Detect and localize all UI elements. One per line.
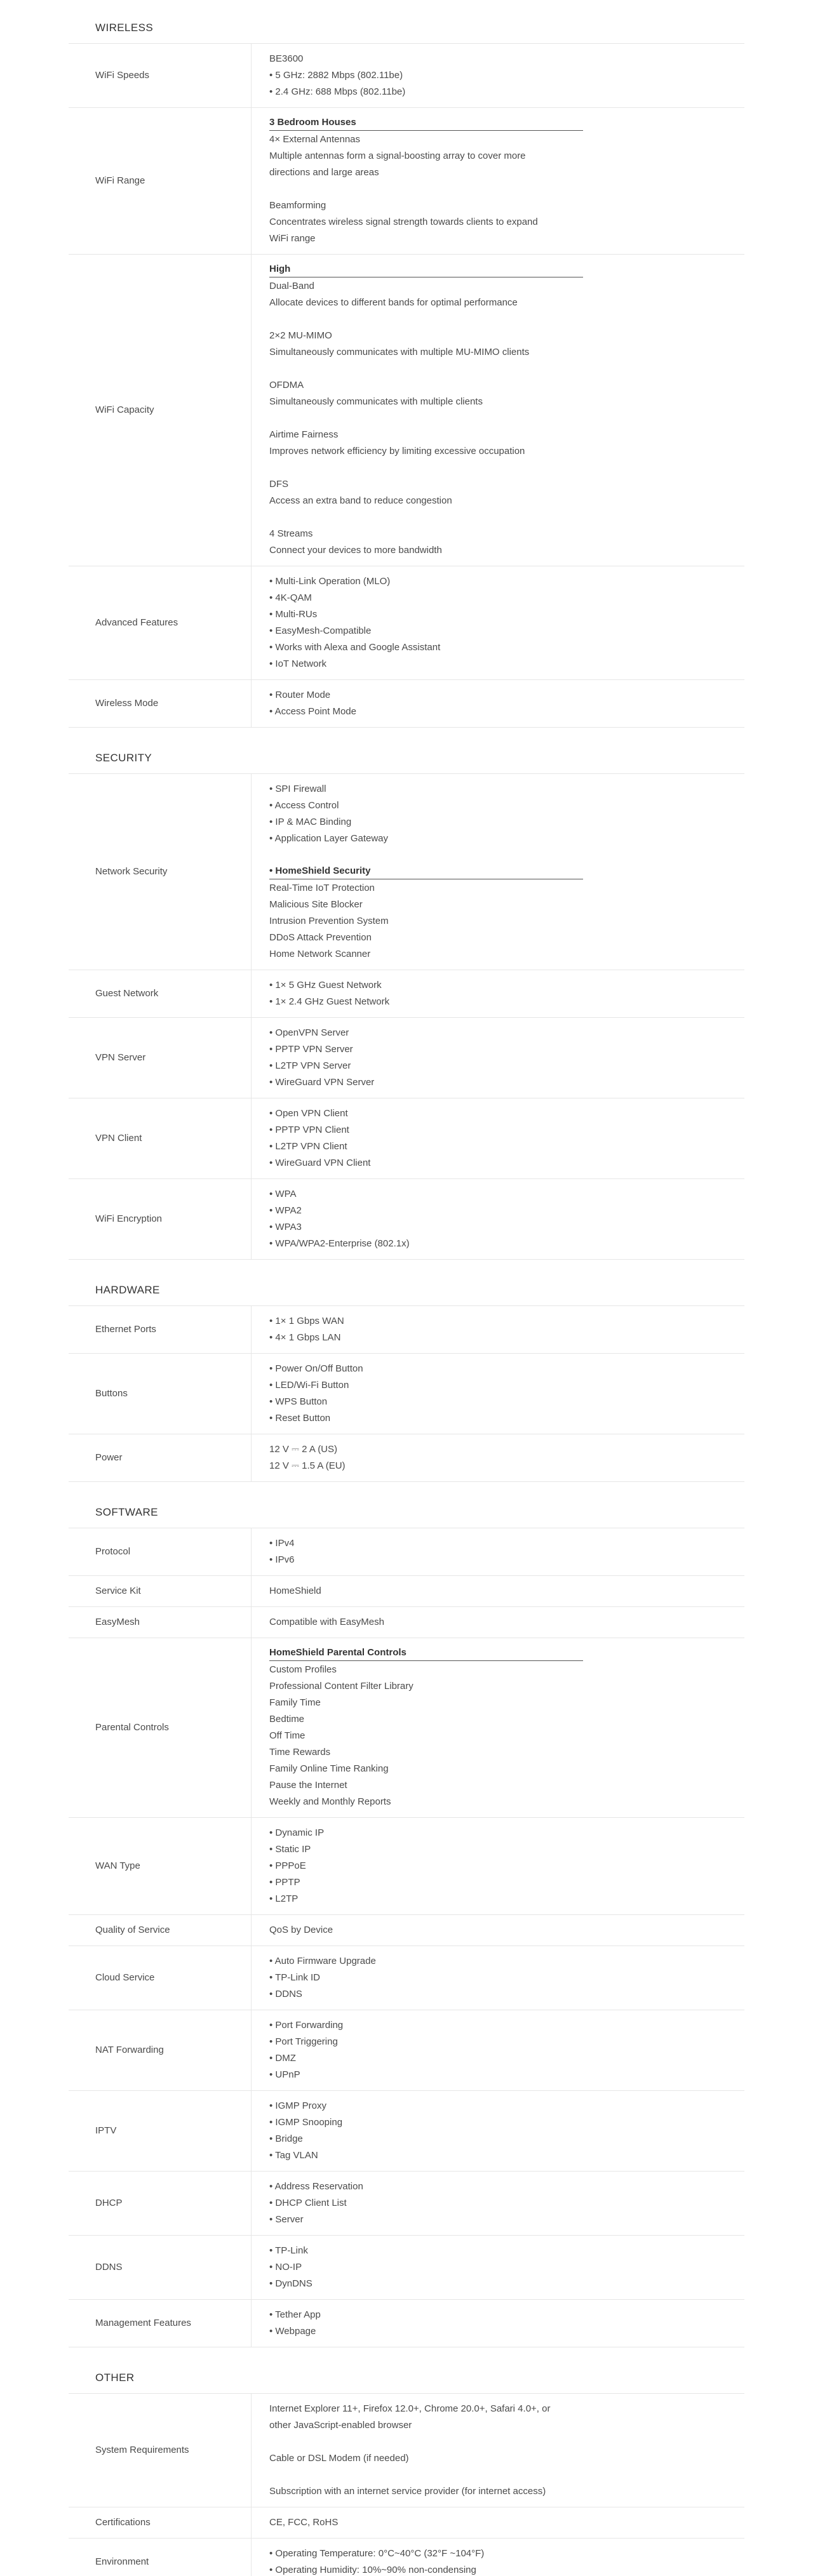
spec-row-vpn-server [69, 1018, 744, 1098]
spec-row-management-features [69, 2300, 744, 2347]
spec-row-wan-type [69, 1818, 744, 1915]
spec-value-line: Compatible with EasyMesh [269, 1617, 384, 1627]
spec-value-line: • Application Layer Gateway [269, 833, 389, 844]
spec-value-line: Custom Profiles [269, 1664, 337, 1675]
spec-value-line: Bedtime [269, 1714, 305, 1725]
spec-label: Ethernet Ports [69, 1306, 252, 1353]
spec-value-line: • WireGuard VPN Server [269, 1077, 375, 1088]
spacer [269, 2467, 744, 2483]
spec-value-line: • 1× 2.4 GHz Guest Network [269, 996, 390, 1007]
spec-value-line: other JavaScript-enabled browser [269, 2420, 412, 2431]
spec-value-line: • LED/Wi-Fi Button [269, 1380, 349, 1391]
section-security [69, 744, 744, 1260]
spec-value-line: • 5 GHz: 2882 Mbps (802.11be) [269, 70, 403, 81]
section-hardware [69, 1276, 744, 1482]
spec-value-line: directions and large areas [269, 167, 379, 178]
spec-row-advanced-features [69, 566, 744, 680]
spec-value-line: • WPA2 [269, 1205, 302, 1216]
spec-label: Management Features [69, 2300, 252, 2347]
spec-value-line: • 2.4 GHz: 688 Mbps (802.11be) [269, 86, 406, 97]
spec-value-line: • DynDNS [269, 2278, 312, 2289]
spec-value-line: Malicious Site Blocker [269, 899, 363, 910]
spec-value-line: 4× External Antennas [269, 134, 361, 145]
spec-row-wifi-encryption [69, 1179, 744, 1260]
spec-label: Cloud Service [69, 1946, 252, 2010]
section-other [69, 2364, 744, 2576]
spec-row-guest-network [69, 970, 744, 1018]
spec-value [252, 1528, 744, 1575]
spec-value [252, 2300, 744, 2347]
spacer [269, 361, 744, 377]
spec-value-line: • Webpage [269, 2326, 316, 2337]
spec-value-line: Improves network efficiency by limiting excessive occupation [269, 446, 525, 457]
spec-value-line: 12 V ⎓ 2 A (US) [269, 1444, 338, 1455]
spec-value-line: Time Rewards [269, 1747, 331, 1758]
spec-label: Parental Controls [69, 1638, 252, 1817]
spec-value-line: • EasyMesh-Compatible [269, 625, 372, 636]
spec-row-network-security [69, 774, 744, 970]
spec-value-heading: • HomeShield Security [269, 864, 583, 879]
spacer [269, 847, 744, 864]
spec-value-line: Real-Time IoT Protection [269, 883, 375, 893]
spec-value-line: • Dynamic IP [269, 1827, 325, 1838]
spec-value-line: • TP-Link ID [269, 1972, 320, 1983]
spec-row-quality-of-service [69, 1915, 744, 1946]
spec-value [252, 1638, 744, 1817]
spec-row-cloud-service [69, 1946, 744, 2010]
spec-value-line: • UPnP [269, 2069, 300, 2080]
spec-value-line: • WPA [269, 1189, 297, 1199]
spec-value-line: Internet Explorer 11+, Firefox 12.0+, Chrome 20.0+, Safari 4.0+, or [269, 2403, 551, 2414]
spec-label: VPN Client [69, 1098, 252, 1178]
spec-label: VPN Server [69, 1018, 252, 1098]
spec-label: DHCP [69, 2172, 252, 2235]
spec-label: WiFi Speeds [69, 44, 252, 107]
spec-value-line: • L2TP [269, 1893, 299, 1904]
spec-value-line: • Port Forwarding [269, 2020, 344, 2031]
spec-value-line: • TP-Link [269, 2245, 308, 2256]
spec-row-certifications [69, 2507, 744, 2539]
spec-value-line: • Open VPN Client [269, 1108, 348, 1119]
spec-label: Quality of Service [69, 1915, 252, 1945]
spec-value-line: • Operating Humidity: 10%~90% non-condensing [269, 2565, 476, 2575]
spec-value-line: • WireGuard VPN Client [269, 1158, 371, 1168]
spec-row-vpn-client [69, 1098, 744, 1179]
spec-value-line: Off Time [269, 1730, 306, 1741]
section-software [69, 1498, 744, 2347]
spec-value-line: • SPI Firewall [269, 784, 326, 794]
spec-value [252, 108, 744, 254]
spec-value-line: DFS [269, 479, 288, 490]
spec-value-line: • Works with Alexa and Google Assistant [269, 642, 441, 653]
spec-value [252, 44, 744, 107]
spec-row-protocol [69, 1528, 744, 1576]
spec-value-line: • PPTP VPN Client [269, 1124, 349, 1135]
spec-value-line: • IoT Network [269, 658, 326, 669]
section-title: WIRELESS [69, 14, 744, 44]
spec-value-line: • PPTP VPN Server [269, 1044, 353, 1055]
spec-value-heading: HomeShield Parental Controls [269, 1645, 583, 1661]
spec-value-line: • Port Triggering [269, 2036, 338, 2047]
section-wireless [69, 14, 744, 728]
spec-value-line: • Power On/Off Button [269, 1363, 363, 1374]
spec-row-easymesh [69, 1607, 744, 1638]
spec-value-line: • 1× 5 GHz Guest Network [269, 980, 382, 991]
spec-row-nat-forwarding [69, 2010, 744, 2091]
spec-label: Advanced Features [69, 566, 252, 679]
spec-value [252, 1306, 744, 1353]
spec-value [252, 2539, 744, 2576]
spec-row-power [69, 1434, 744, 1482]
spec-value [252, 774, 744, 970]
spec-value [252, 2507, 744, 2538]
spec-label: System Requirements [69, 2394, 252, 2507]
spec-value-line: Dual-Band [269, 281, 314, 291]
spec-value [252, 1607, 744, 1638]
spec-value [252, 1354, 744, 1434]
spec-value-line: • WPS Button [269, 1396, 328, 1407]
spec-label: Certifications [69, 2507, 252, 2538]
spec-row-parental-controls [69, 1638, 744, 1818]
spec-value [252, 2394, 744, 2507]
spec-row-wireless-mode [69, 680, 744, 728]
spec-value-line: • PPTP [269, 1877, 300, 1888]
spec-label: Guest Network [69, 970, 252, 1017]
spec-value-line: Concentrates wireless signal strength towards clients to expand [269, 217, 538, 227]
spec-value [252, 2010, 744, 2090]
spacer [269, 410, 744, 427]
spec-value-line: • DHCP Client List [269, 2198, 347, 2208]
spec-value-line: DDoS Attack Prevention [269, 932, 372, 943]
section-title: SOFTWARE [69, 1498, 744, 1528]
spec-value-line: • Static IP [269, 1844, 311, 1855]
spec-value-line: Pause the Internet [269, 1780, 347, 1791]
section-title: OTHER [69, 2364, 744, 2394]
spec-row-environment [69, 2539, 744, 2576]
spec-value [252, 680, 744, 727]
spec-value-line: • IGMP Proxy [269, 2100, 326, 2111]
spec-value [252, 2172, 744, 2235]
spec-value-line: • DDNS [269, 1989, 302, 1999]
spec-value-line: Intrusion Prevention System [269, 916, 389, 926]
spec-label: Wireless Mode [69, 680, 252, 727]
spec-value-line: • OpenVPN Server [269, 1027, 349, 1038]
spec-label: Protocol [69, 1528, 252, 1575]
spec-row-iptv [69, 2091, 744, 2172]
spec-value-line: Connect your devices to more bandwidth [269, 545, 442, 556]
spec-value-line: • 1× 1 Gbps WAN [269, 1316, 344, 1326]
spec-value-line: Multiple antennas form a signal-boosting array to cover more [269, 150, 526, 161]
spec-value-line: • Tether App [269, 2309, 321, 2320]
spec-value [252, 566, 744, 679]
spec-value-line: • Server [269, 2214, 304, 2225]
spec-label: NAT Forwarding [69, 2010, 252, 2090]
spec-value [252, 1434, 744, 1481]
spec-value-line: CE, FCC, RoHS [269, 2517, 339, 2528]
spec-value-line: Weekly and Monthly Reports [269, 1796, 391, 1807]
spec-value-line: 2×2 MU-MIMO [269, 330, 332, 341]
spec-value-line: • WPA/WPA2-Enterprise (802.1x) [269, 1238, 410, 1249]
spec-value-line: Allocate devices to different bands for optimal performance [269, 297, 518, 308]
spec-value-line: • L2TP VPN Server [269, 1060, 351, 1071]
spec-value [252, 1946, 744, 2010]
spec-value-line: • IPv4 [269, 1538, 295, 1549]
spec-row-service-kit [69, 1576, 744, 1607]
spec-value-line: • Operating Temperature: 0°C~40°C (32°F ~104°F) [269, 2548, 485, 2559]
spec-label: IPTV [69, 2091, 252, 2171]
spec-row-dhcp [69, 2172, 744, 2236]
spec-value-line: HomeShield [269, 1585, 321, 1596]
spec-label: Buttons [69, 1354, 252, 1434]
spec-value-heading: High [269, 262, 583, 277]
spec-value-line: • Access Point Mode [269, 706, 356, 717]
spec-value-line: • 4K-QAM [269, 592, 312, 603]
spec-row-wifi-capacity [69, 255, 744, 566]
spec-value [252, 255, 744, 566]
section-title: SECURITY [69, 744, 744, 774]
spec-value-line: • Multi-RUs [269, 609, 318, 620]
section-title: HARDWARE [69, 1276, 744, 1306]
spec-value-line: • L2TP VPN Client [269, 1141, 347, 1152]
spec-value-line: Simultaneously communicates with multiple clients [269, 396, 483, 407]
spec-row-ddns [69, 2236, 744, 2300]
spec-label: WiFi Capacity [69, 255, 252, 566]
spec-value-line: Professional Content Filter Library [269, 1681, 413, 1692]
spec-value [252, 2091, 744, 2171]
spec-value-line: • IGMP Snooping [269, 2117, 343, 2128]
spec-value-line: • DMZ [269, 2053, 296, 2064]
spec-label: Network Security [69, 774, 252, 970]
spacer [269, 311, 744, 328]
spacer [269, 181, 744, 197]
spec-label: Service Kit [69, 1576, 252, 1606]
spec-value-line: • Auto Firmware Upgrade [269, 1956, 376, 1966]
spec-value [252, 1098, 744, 1178]
spec-value-line: Family Online Time Ranking [269, 1763, 389, 1774]
spec-row-ethernet-ports [69, 1306, 744, 1354]
spec-value-line: • IPv6 [269, 1554, 295, 1565]
spec-value-line: • WPA3 [269, 1222, 302, 1232]
spec-row-system-requirements [69, 2394, 744, 2507]
spec-value-line: • Address Reservation [269, 2181, 363, 2192]
spec-value-line: WiFi range [269, 233, 316, 244]
spec-value-line: BE3600 [269, 53, 304, 64]
spec-value [252, 1179, 744, 1259]
spec-value-line: Beamforming [269, 200, 326, 211]
spec-value-line: Subscription with an internet service provider (for internet access) [269, 2486, 546, 2497]
spec-label: DDNS [69, 2236, 252, 2299]
spec-value-line: • 4× 1 Gbps LAN [269, 1332, 341, 1343]
spec-row-buttons [69, 1354, 744, 1434]
spec-value-line: • IP & MAC Binding [269, 817, 352, 827]
spec-value-line: Access an extra band to reduce congestion [269, 495, 452, 506]
spec-value-line: • Tag VLAN [269, 2150, 318, 2161]
spec-label: WiFi Range [69, 108, 252, 254]
spec-value-line: Airtime Fairness [269, 429, 339, 440]
spec-value-line: Home Network Scanner [269, 949, 371, 959]
spec-value-line: OFDMA [269, 380, 304, 390]
spacer [269, 2434, 744, 2450]
spec-value-heading: 3 Bedroom Houses [269, 115, 583, 131]
spec-value-line: • NO-IP [269, 2262, 302, 2272]
spec-value-line: Simultaneously communicates with multiple MU-MIMO clients [269, 347, 530, 357]
spec-value-line: 4 Streams [269, 528, 313, 539]
spec-label: WiFi Encryption [69, 1179, 252, 1259]
spec-value [252, 1915, 744, 1945]
spec-value [252, 970, 744, 1017]
spec-value-line: Family Time [269, 1697, 321, 1708]
spec-value-line: 12 V ⎓ 1.5 A (EU) [269, 1460, 346, 1471]
spec-value [252, 1818, 744, 1914]
spec-value-line: • Bridge [269, 2133, 303, 2144]
spec-label: EasyMesh [69, 1607, 252, 1638]
spacer [269, 509, 744, 526]
spec-value-line: • Router Mode [269, 690, 331, 700]
spec-value-line: QoS by Device [269, 1925, 333, 1935]
spec-row-wifi-speeds [69, 44, 744, 108]
spec-value-line: • Access Control [269, 800, 339, 811]
spec-row-wifi-range [69, 108, 744, 255]
spec-value-line: • PPPoE [269, 1860, 306, 1871]
spec-label: Environment [69, 2539, 252, 2576]
spec-value [252, 2236, 744, 2299]
spec-value-line: • Multi-Link Operation (MLO) [269, 576, 391, 587]
spec-value-line: Cable or DSL Modem (if needed) [269, 2453, 409, 2464]
spec-label: WAN Type [69, 1818, 252, 1914]
spec-value [252, 1018, 744, 1098]
spec-value [252, 1576, 744, 1606]
spacer [269, 460, 744, 476]
spec-label: Power [69, 1434, 252, 1481]
spec-value-line: • Reset Button [269, 1413, 331, 1424]
